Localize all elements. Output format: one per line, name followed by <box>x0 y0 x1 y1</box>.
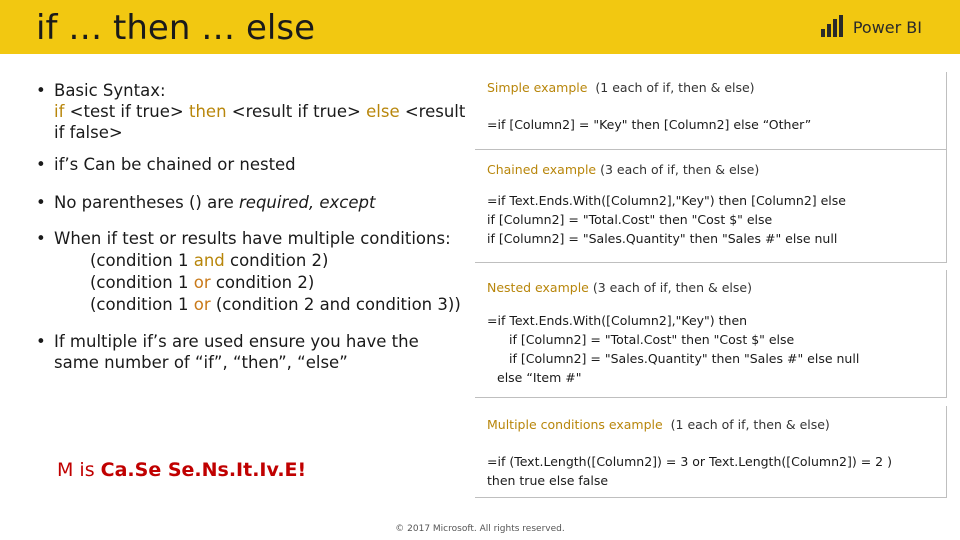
nested-example-header <box>475 270 946 301</box>
kw-if: if <box>54 102 65 121</box>
code-text: ([Column2],"Key") then <box>601 313 748 328</box>
code-fn: Text.Length <box>514 454 587 469</box>
chained-code-line-1 <box>487 191 934 210</box>
cond-text: (condition 1 <box>90 273 194 292</box>
nested-code-line-4: else “Item #" <box>497 370 582 385</box>
kw-or: or <box>193 295 211 314</box>
nested-example-code <box>475 301 946 393</box>
bullet-multiple-conditions <box>36 228 466 315</box>
multi-example-note: (1 each of if, then & else) <box>670 417 830 432</box>
syntax-part: <result if true> <box>226 102 367 121</box>
simple-example-title: Simple example <box>487 80 588 95</box>
code-text: =if ( <box>487 454 515 469</box>
cond-text: (condition 1 <box>90 251 194 270</box>
power-bi-bars-icon <box>819 15 845 39</box>
code-text: =if <box>487 193 510 208</box>
simple-example-note: (1 each of if, then & else) <box>595 80 755 95</box>
bullet-chained: • if’s Can be chained or nested <box>36 154 466 175</box>
chained-example-box <box>475 150 947 263</box>
nested-code-line-2: if [Column2] = "Total.Cost" then "Cost $" else <box>509 332 795 347</box>
chained-example-note: (3 each of if, then & else) <box>600 162 760 177</box>
kw-then: then <box>188 102 227 121</box>
multi-example-header <box>475 406 946 438</box>
syntax-part: <result if false> <box>54 102 466 142</box>
page-title: if … then … else <box>36 8 315 48</box>
left-column <box>36 80 466 373</box>
kw-else: else <box>366 102 400 121</box>
multi-example-code <box>475 438 946 496</box>
code-text: ([Column2]) = 3 or <box>586 454 710 469</box>
chained-example-title: Chained example <box>487 162 597 177</box>
header-bar <box>0 0 960 54</box>
warning-bold: Ca.Se Se.Ns.It.Iv.E! <box>100 459 307 481</box>
parentheses-text: No parentheses () are <box>54 193 240 212</box>
nested-code-line-1 <box>487 311 934 330</box>
multi-example-title: Multiple conditions example <box>487 417 663 432</box>
nested-example-note: (3 each of if, then & else) <box>592 280 752 295</box>
code-text: ([Column2]) = 2 ) <box>781 454 892 469</box>
multiple-conditions-example-box <box>475 406 947 498</box>
condition-line-2 <box>54 272 466 293</box>
brand <box>819 14 922 40</box>
bullet-parentheses <box>36 192 466 213</box>
syntax-part: <test if true> <box>64 102 189 121</box>
nested-example-title: Nested example <box>487 280 589 295</box>
simple-example-header <box>475 72 946 101</box>
condition-line-1 <box>54 250 466 271</box>
multiple-conditions-text: • When if test or results have multiple conditions: <box>54 229 451 248</box>
brand-name: Power BI <box>852 17 922 37</box>
multi-code-line-2: then true else false <box>487 473 609 488</box>
chained-example-header <box>475 150 946 183</box>
multi-code-line-1 <box>487 452 934 471</box>
basic-syntax-text <box>54 101 466 143</box>
basic-syntax-label: • Basic Syntax: <box>54 81 166 100</box>
cond-text: (condition 1 <box>90 295 194 314</box>
chained-example-code <box>475 183 946 254</box>
code-fn: Text.Length <box>709 454 782 469</box>
copyright-footer: © 2017 Microsoft. All rights reserved. <box>395 524 565 534</box>
cond-text: (condition 2 and condition 3)) <box>210 295 461 314</box>
kw-or: or <box>193 273 211 292</box>
kw-and: and <box>193 251 225 270</box>
bullet-multiple-ifs: • If multiple if’s are used ensure you have the same number of “if”, “then”, “else” <box>36 331 466 373</box>
warning-prefix: M is <box>57 459 101 481</box>
cond-text: condition 2) <box>210 273 315 292</box>
condition-line-3 <box>54 294 466 315</box>
nested-example-box <box>475 270 947 398</box>
chained-code-line-2: if [Column2] = "Total.Cost" then "Cost $" else <box>487 212 773 227</box>
nested-code-line-3: if [Column2] = "Sales.Quantity" then "Sales #" else null <box>509 351 860 366</box>
bullet-basic-syntax <box>36 80 466 143</box>
case-sensitive-warning <box>57 459 306 481</box>
simple-example-box <box>475 72 947 150</box>
simple-example-code: =if [Column2] = "Key" then [Column2] else “Other” <box>487 117 812 132</box>
chained-code-line-3: if [Column2] = "Sales.Quantity" then "Sales #" else null <box>487 231 838 246</box>
code-text: ([Column2],"Key") then [Column2] else <box>601 193 846 208</box>
code-fn: Text.Ends.With <box>509 313 602 328</box>
code-text: =if <box>487 313 510 328</box>
parentheses-italic: required, except <box>239 193 376 212</box>
code-fn: Text.Ends.With <box>509 193 602 208</box>
cond-text: condition 2) <box>224 251 329 270</box>
